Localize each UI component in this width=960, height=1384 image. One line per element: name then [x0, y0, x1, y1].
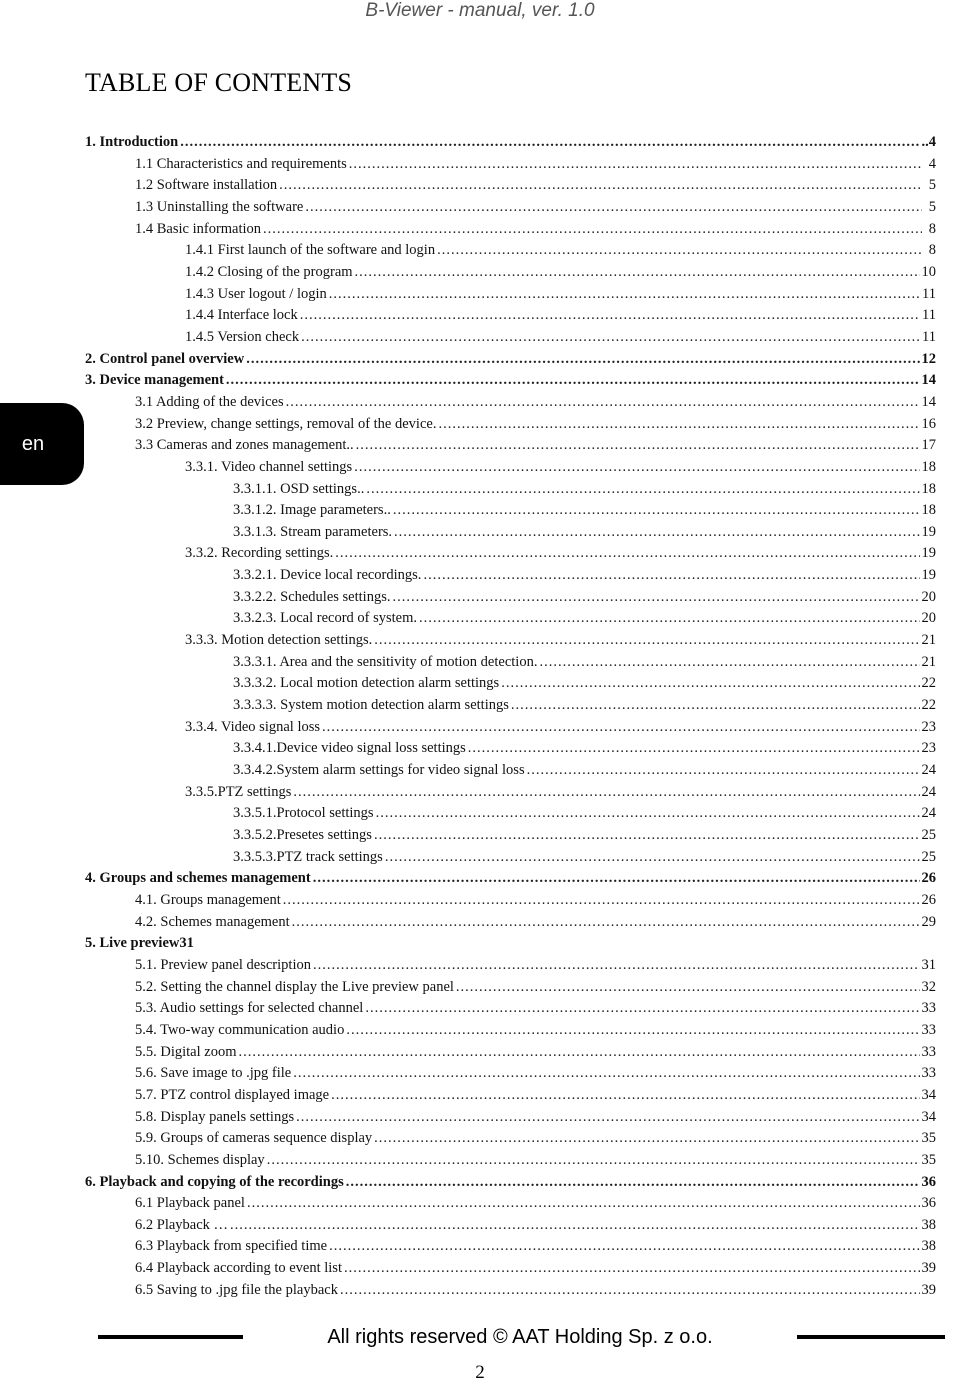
toc-leader-dots	[356, 435, 920, 457]
toc-entry-title: 3.3.1.2. Image parameters..	[233, 502, 391, 519]
toc-leader-dots	[374, 825, 920, 847]
toc-entry-title: 6.2 Playback …	[135, 1216, 229, 1233]
toc-entry-title: 3.3.3.3. System motion detection alarm settings	[233, 697, 509, 714]
toc-leader-dots	[385, 847, 920, 869]
toc-entry-page: 8	[928, 242, 936, 259]
toc-leader-dots	[335, 543, 919, 565]
toc-leader-dots	[331, 1085, 919, 1107]
toc-entry-title: 5.9. Groups of cameras sequence display	[135, 1130, 373, 1147]
toc-entry-page: 25	[921, 848, 936, 865]
toc-entry[interactable]	[0, 630, 960, 652]
toc-entry[interactable]	[0, 432, 960, 457]
toc-leader-dots	[365, 998, 919, 1020]
toc-entry[interactable]	[0, 197, 960, 219]
toc-entry[interactable]	[0, 392, 960, 414]
toc-entry[interactable]	[0, 998, 960, 1020]
toc-entry-page: 4	[928, 155, 936, 172]
copyright-notice: All rights reserved © AAT Holding Sp. z o.o.	[327, 1326, 713, 1348]
toc-leader-dots	[247, 1193, 920, 1215]
toc-entry-page: 26	[921, 891, 936, 908]
language-tab-label: en	[21, 432, 45, 455]
toc-entry-page: 12	[921, 350, 936, 367]
toc-entry-page: 32	[921, 978, 936, 995]
toc-leader-dots	[283, 890, 920, 912]
toc-entry-page: 23	[921, 718, 936, 735]
toc-leader-dots	[394, 522, 919, 544]
toc-entry-page: 19	[921, 567, 936, 584]
toc-entry-page: 17	[921, 437, 936, 454]
toc-entry[interactable]	[0, 1236, 960, 1258]
toc-entry-page: 24	[921, 805, 936, 822]
toc-entry[interactable]	[0, 543, 960, 565]
footer-rule-right	[797, 1335, 945, 1339]
table-of-contents	[0, 132, 960, 1301]
toc-entry-page: 5	[928, 198, 936, 215]
toc-entry[interactable]	[0, 479, 960, 501]
toc-entry-page: 21	[921, 632, 936, 649]
toc-leader-dots	[511, 695, 920, 717]
toc-entry-title: 6.5 Saving to .jpg file the playback	[135, 1281, 338, 1298]
toc-leader-dots	[322, 717, 919, 739]
toc-entry-title: 5.1. Preview panel description	[135, 956, 311, 973]
toc-entry-page: 33	[921, 1021, 936, 1038]
toc-leader-dots	[267, 1150, 920, 1172]
toc-entry-page: 34	[921, 1108, 936, 1125]
page-title: TABLE OF CONTENTS	[85, 68, 353, 97]
toc-entry-page: 19	[921, 523, 936, 540]
toc-entry-title: 3.3.4.2.System alarm settings for video signal loss	[233, 762, 525, 779]
toc-leader-dots	[344, 1258, 920, 1280]
toc-entry[interactable]	[0, 933, 960, 955]
toc-entry[interactable]	[0, 868, 960, 890]
toc-entry-page: 26	[921, 870, 936, 887]
toc-leader-dots	[313, 868, 920, 890]
toc-leader-dots	[226, 370, 920, 392]
toc-leader-dots	[296, 1107, 919, 1129]
toc-leader-dots	[355, 262, 920, 284]
toc-entry-title: 3.3.4.1.Device video signal loss settings	[233, 740, 466, 757]
toc-entry-page: 21	[921, 653, 936, 670]
toc-leader-dots	[293, 782, 919, 804]
toc-entry[interactable]	[0, 717, 960, 739]
toc-entry[interactable]	[0, 1172, 960, 1194]
toc-entry[interactable]	[0, 240, 960, 262]
toc-entry-page: 18	[921, 480, 936, 497]
toc-entry-title: 3.3.2.3. Local record of system.	[233, 610, 418, 627]
toc-entry[interactable]	[0, 673, 960, 695]
toc-entry[interactable]	[0, 695, 960, 717]
toc-leader-dots	[292, 912, 920, 934]
toc-entry-title: 3.2 Preview, change settings, removal of the device.	[135, 415, 437, 432]
toc-entry-page: 14	[921, 393, 936, 410]
toc-entry[interactable]	[0, 414, 960, 436]
toc-entry[interactable]	[0, 738, 960, 760]
toc-entry-title: 5.3. Audio settings for selected channel	[135, 1000, 364, 1017]
toc-entry[interactable]	[0, 327, 960, 349]
toc-entry[interactable]	[0, 652, 960, 674]
toc-leader-dots	[329, 1236, 919, 1258]
toc-leader-dots	[329, 284, 920, 306]
toc-entry-title: 3.3.3.2. Local motion detection alarm settings	[233, 675, 500, 692]
toc-entry-page: 34	[921, 1086, 936, 1103]
toc-entry-title: 5.8. Display panels settings	[135, 1108, 295, 1125]
toc-entry-title: 3.3.5.1.Protocol settings	[233, 805, 374, 822]
toc-entry[interactable]	[0, 1215, 960, 1237]
toc-entry-page: 35	[921, 1151, 936, 1168]
toc-leader-dots	[305, 197, 922, 219]
toc-leader-dots	[527, 760, 920, 782]
toc-entry-page: 22	[921, 675, 936, 692]
toc-entry[interactable]	[0, 1042, 960, 1064]
toc-entry-title: 3. Device management	[85, 372, 224, 389]
toc-leader-dots	[456, 977, 920, 999]
toc-entry-title: 3.3.5.3.PTZ track settings	[233, 848, 383, 865]
toc-leader-dots	[346, 1172, 920, 1194]
toc-leader-dots	[366, 479, 919, 501]
toc-leader-dots	[501, 673, 919, 695]
toc-entry-title: 1.1 Characteristics and requirements	[135, 155, 347, 172]
toc-entry-page: 14	[921, 372, 936, 389]
toc-entry-page: 24	[921, 783, 936, 800]
toc-entry-page: 20	[921, 610, 936, 627]
toc-leader-dots	[313, 955, 920, 977]
toc-entry-page: 38	[921, 1216, 936, 1233]
toc-leader-dots	[230, 1215, 919, 1237]
toc-leader-dots	[376, 803, 920, 825]
toc-entry-page: 11	[922, 307, 936, 324]
toc-entry[interactable]	[0, 1063, 960, 1085]
toc-entry-title: 3.3.1.1. OSD settings..	[233, 480, 365, 497]
toc-leader-dots	[293, 1063, 919, 1085]
toc-entry-title: 3.1 Adding of the devices	[135, 393, 284, 410]
toc-entry[interactable]	[0, 847, 960, 869]
toc-leader-dots	[340, 1280, 920, 1302]
toc-entry-title: 3.3.2.1. Device local recordings.	[233, 567, 422, 584]
toc-entry-title: 5. Live preview31	[85, 935, 194, 952]
toc-entry-title: 1.4 Basic information	[135, 220, 262, 237]
toc-entry-page: 36	[921, 1195, 936, 1212]
toc-leader-dots	[300, 305, 920, 327]
toc-entry[interactable]	[0, 175, 960, 197]
toc-entry[interactable]	[0, 608, 960, 630]
toc-entry-title: 1.4.1 First launch of the software and login	[185, 242, 436, 259]
toc-entry[interactable]	[0, 977, 960, 999]
toc-entry-title: 3.3.1. Video channel settings	[185, 458, 353, 475]
toc-entry-page: 8	[928, 220, 936, 237]
toc-entry[interactable]	[0, 262, 960, 284]
toc-entry-title: 5.2. Setting the channel display the Live preview panel	[135, 978, 454, 995]
toc-entry-page: 25	[921, 827, 936, 843]
toc-entry-title: 2. Control panel overview	[85, 350, 245, 367]
toc-entry-page: 18	[921, 502, 936, 519]
toc-entry-title: 1.4.2 Closing of the program	[185, 263, 353, 280]
toc-leader-dots	[346, 1020, 919, 1042]
toc-leader-dots	[393, 500, 920, 522]
toc-entry[interactable]	[0, 1085, 960, 1107]
toc-entry[interactable]	[0, 500, 960, 522]
toc-entry-page: 35	[921, 1130, 936, 1147]
toc-entry-title: 4. Groups and schemes management	[85, 870, 311, 887]
toc-entry[interactable]	[0, 1128, 960, 1150]
toc-entry[interactable]	[0, 1150, 960, 1172]
toc-entry-title: 3.3.1.3. Stream parameters.	[233, 523, 393, 540]
toc-entry[interactable]	[0, 349, 960, 371]
toc-entry[interactable]	[0, 1020, 960, 1042]
toc-leader-dots	[437, 240, 922, 262]
toc-entry-title: 1.4.5 Version check	[185, 328, 300, 345]
toc-leader-dots	[419, 608, 919, 630]
toc-entry[interactable]	[0, 782, 960, 804]
toc-entry-title: 3.3.5.PTZ settings	[185, 783, 292, 800]
toc-leader-dots	[438, 414, 919, 436]
toc-leader-dots	[286, 392, 920, 414]
toc-entry-title: 5.7. PTZ control displayed image	[135, 1086, 330, 1103]
toc-entry-title: 5.6. Save image to .jpg file	[135, 1065, 292, 1082]
toc-entry-title: 1.2 Software installation	[135, 177, 278, 194]
toc-leader-dots	[374, 630, 919, 652]
toc-entry-title: 5.5. Digital zoom	[135, 1043, 237, 1060]
toc-leader-dots	[301, 327, 920, 349]
toc-entry[interactable]	[0, 955, 960, 977]
toc-entry[interactable]	[0, 284, 960, 306]
toc-leader-dots	[468, 738, 920, 760]
toc-entry-page: 33	[921, 1043, 936, 1060]
toc-entry-title: 6.1 Playback panel	[135, 1195, 245, 1212]
toc-entry-page: 33	[921, 1065, 936, 1082]
toc-entry-page: 23	[921, 740, 936, 757]
toc-entry-page: 31	[921, 956, 936, 973]
toc-entry[interactable]	[0, 154, 960, 176]
toc-entry-page: 36	[921, 1173, 936, 1190]
toc-leader-dots	[423, 565, 919, 587]
toc-leader-dots	[263, 219, 922, 241]
toc-leader-dots	[539, 652, 919, 674]
toc-entry-title: 3.3.3.1. Area and the sensitivity of motion detection.	[233, 653, 538, 670]
toc-entry-page: 33	[921, 1000, 936, 1017]
toc-leader-dots	[349, 154, 922, 176]
toc-entry-page: 38	[921, 1238, 936, 1255]
toc-entry[interactable]	[0, 565, 960, 587]
toc-entry[interactable]	[0, 1107, 960, 1129]
toc-entry-page: 10	[921, 263, 936, 280]
toc-entry-title: 1.3 Uninstalling the software	[135, 198, 304, 215]
toc-entry-title: 6.4 Playback according to event list	[135, 1260, 342, 1277]
toc-entry-page: 16	[921, 415, 936, 432]
toc-entry-title: 1.4.4 Interface lock	[185, 307, 298, 324]
toc-entry[interactable]	[0, 890, 960, 912]
toc-entry-title: 1. Introduction	[85, 134, 179, 150]
toc-entry-title: 6. Playback and copying of the recordings	[85, 1173, 344, 1190]
footer-rule-left	[98, 1335, 243, 1339]
toc-leader-dots	[354, 457, 919, 479]
toc-entry-page: 22	[921, 697, 936, 714]
toc-leader-dots	[239, 1042, 920, 1064]
toc-entry[interactable]	[0, 370, 960, 392]
toc-entry-title: 6.3 Playback from specified time	[135, 1238, 328, 1255]
toc-entry-title: 3.3.4. Video signal loss	[185, 718, 321, 735]
toc-leader-dots	[246, 349, 919, 371]
toc-entry[interactable]	[0, 912, 960, 934]
toc-leader-dots	[392, 587, 919, 609]
toc-entry-page: 11	[922, 285, 936, 302]
toc-entry[interactable]	[0, 132, 960, 154]
toc-entry[interactable]	[0, 522, 960, 544]
toc-entry-title: 3.3 Cameras and zones management..	[135, 437, 354, 454]
toc-entry-page: ..4	[921, 134, 936, 150]
running-header: B-Viewer - manual, ver. 1.0	[365, 0, 595, 21]
toc-entry-title: 3.3.2.2. Schedules settings.	[233, 588, 391, 605]
toc-entry-page: 20	[921, 588, 936, 605]
toc-entry-page: 18	[921, 458, 936, 475]
toc-entry[interactable]	[0, 825, 960, 847]
toc-entry-title: 3.3.3. Motion detection settings.	[185, 632, 373, 649]
toc-leader-dots	[279, 175, 922, 197]
toc-entry[interactable]	[0, 760, 960, 782]
toc-entry[interactable]	[0, 1193, 960, 1215]
toc-entry-page: 19	[921, 545, 936, 562]
toc-entry-page: 39	[921, 1281, 936, 1298]
toc-entry-title: 4.2. Schemes management	[135, 913, 290, 930]
toc-entry-title: 1.4.3 User logout / login	[185, 285, 327, 302]
toc-entry-title: 4.1. Groups management	[135, 891, 281, 908]
toc-entry-title: 3.3.5.2.Presetes settings	[233, 827, 372, 843]
toc-leader-dots	[180, 132, 919, 154]
toc-entry[interactable]	[0, 803, 960, 825]
toc-entry-page: 11	[922, 328, 936, 345]
toc-entry[interactable]	[0, 1280, 960, 1302]
toc-entry-title: 3.3.2. Recording settings.	[185, 545, 334, 562]
toc-entry-title: 5.10. Schemes display	[135, 1151, 265, 1168]
toc-entry-page: 5	[928, 177, 936, 194]
toc-entry[interactable]	[0, 587, 960, 609]
toc-entry[interactable]	[0, 457, 960, 479]
toc-entry-title: 5.4. Two-way communication audio	[135, 1021, 345, 1038]
toc-entry-page: 39	[921, 1260, 936, 1277]
toc-entry-page: 29	[921, 913, 936, 930]
toc-entry-page: 24	[921, 762, 936, 779]
page-number: 2	[475, 1362, 485, 1383]
toc-entry[interactable]	[0, 219, 960, 241]
toc-entry[interactable]	[0, 305, 960, 327]
toc-leader-dots	[374, 1128, 919, 1150]
toc-entry[interactable]	[0, 1258, 960, 1280]
